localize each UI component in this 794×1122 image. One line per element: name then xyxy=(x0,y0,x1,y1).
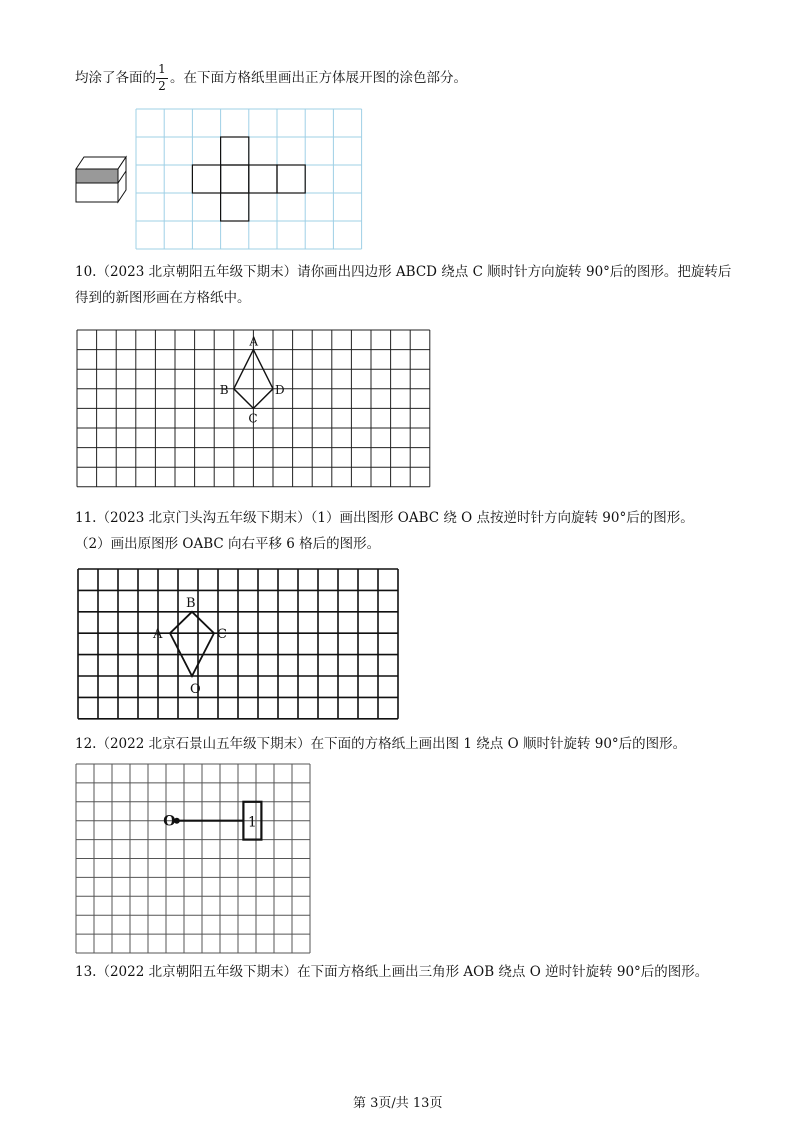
label-fig-1: 1 xyxy=(247,814,257,831)
fraction-denominator: 2 xyxy=(158,79,166,93)
label-a: A xyxy=(153,627,163,643)
label-b: B xyxy=(186,595,196,611)
q9-text-after: 。在下面方格纸里画出正方体展开图的涂色部分。 xyxy=(170,70,467,86)
q10-line2: 得到的新图形画在方格纸中。 xyxy=(75,290,251,306)
label-a: A xyxy=(249,334,259,349)
label-b: B xyxy=(219,382,229,397)
cube-front-lower xyxy=(76,183,118,202)
label-d: D xyxy=(275,382,285,397)
page-number: 第 3页/共 13页 xyxy=(353,1096,443,1111)
q12-line1: 12.（2022 北京石景山五年级下期末）在下面的方格纸上画出图 1 绕点 O 顺时针旋转 90°后的图形。 xyxy=(75,736,687,752)
q11-line2: （2）画出原图形 OABC 向右平移 6 格后的图形。 xyxy=(75,536,381,552)
q12-grid[interactable] xyxy=(76,764,310,953)
net-square xyxy=(221,165,249,193)
q11-grid[interactable] xyxy=(78,569,398,719)
net-square xyxy=(221,193,249,221)
q10-grid[interactable] xyxy=(77,330,431,488)
net-square xyxy=(221,137,249,165)
label-o: O xyxy=(163,813,176,830)
q11-line1: 11.（2023 北京门头沟五年级下期末）（1）画出图形 OABC 绕 O 点按逆时针方向旋转 90°后的图形。 xyxy=(75,510,694,526)
q9-text-before: 均涂了各面的 xyxy=(75,70,156,86)
fraction-numerator: 1 xyxy=(158,62,166,76)
q10-line1: 10.（2023 北京朝阳五年级下期末）请你画出四边形 ABCD 绕点 C 顺时针方向旋转 90°后的图形。把旋转后 xyxy=(75,264,732,280)
net-square xyxy=(277,165,305,193)
net-grid[interactable] xyxy=(136,109,362,251)
label-c: C xyxy=(248,411,258,426)
cube-figure xyxy=(70,150,130,210)
quadrilateral-oabc xyxy=(170,612,214,676)
label-c: C xyxy=(217,627,227,643)
net-square xyxy=(192,165,220,193)
q13-line1: 13.（2022 北京朝阳五年级下期末）在下面方格纸上画出三角形 AOB 绕点 O 逆时针旋转 90°后的图形。 xyxy=(75,964,709,980)
net-square xyxy=(249,165,277,193)
label-o: O xyxy=(190,682,201,697)
cube-top-face xyxy=(76,157,126,169)
cube-shaded-front xyxy=(76,169,118,183)
